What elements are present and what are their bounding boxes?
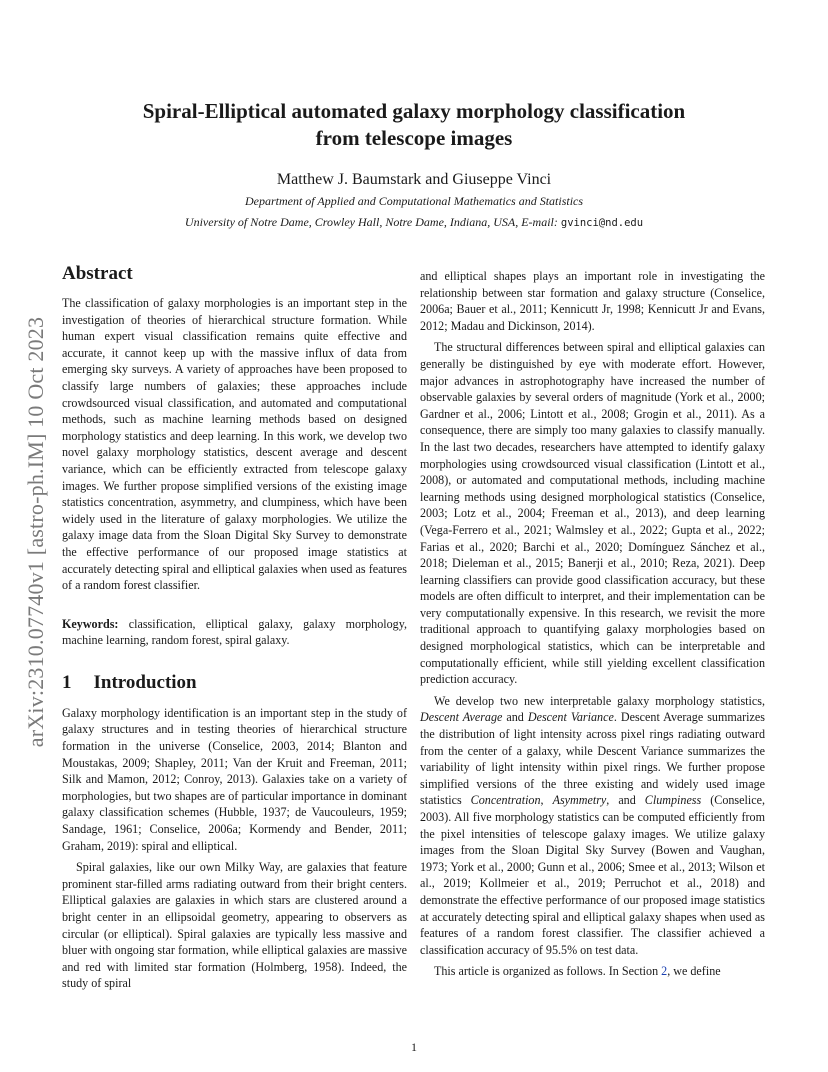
paper-title-line-1: Spiral-Elliptical automated galaxy morphology classification [142, 99, 686, 123]
arxiv-identifier-stamp [22, 263, 50, 801]
term-descent-variance: Descent Variance [527, 710, 614, 725]
p5-text-a: We develop two new interpretable galaxy morphology statistics, [434, 693, 765, 708]
p5-text-b: . Descent Average summarizes the distribution of light intensity across pixel rings radiating outward from the center of a galaxy, while Descent Variance summarizes the variability of light intensity within pixel rings. We further propose simplified versions of the three existing and widely used image statistics [420, 710, 765, 808]
intro-paragraph-3: and elliptical shapes plays an important role in investigating the relationship between star formation and galaxy structure (Conselice, 2006a; Bauer et al., 2011; Kennicutt Jr, 1998; Kennicutt Jr and Evans, 2012; Madau and Dickinson, 2014). [420, 269, 765, 333]
p6-text-a: This article is organized as follows. In Section [434, 964, 659, 979]
term-concentration: Concentration [470, 793, 541, 808]
intro-paragraph-2: Spiral galaxies, like our own Milky Way, are galaxies that feature prominent star-filled arms radiating outward from their bright centers. Elliptical galaxies are galaxies in which stars are clustered around a bright center in an ellipsoidal geometry, appearing to observers as circular (or elliptical). Spiral galaxies are typically less massive and bluer with ongoing star formation, while elliptical galaxies are massive and red with limited star formation (Holmberg, 1958). Indeed, the study of spiral [62, 860, 407, 991]
paper-title-line-2: from telescope images [315, 126, 513, 150]
term-descent-average: Descent Average [420, 710, 503, 725]
right-column [420, 268, 765, 980]
p5-and-1: and [506, 710, 524, 725]
p6-text-b: , we define [667, 964, 721, 979]
section-2-link[interactable]: 2 [661, 964, 668, 979]
contact-email: gvinci@nd.edu [560, 217, 644, 229]
term-clumpiness: Clumpiness [644, 793, 702, 808]
intro-paragraph-6 [420, 963, 765, 980]
keywords-label: Keywords: [62, 616, 119, 631]
section-title: Introduction [93, 671, 197, 693]
abstract-text: The classification of galaxy morphologies is an important step in the investigation of theories of hierarchical structure formation. While human expert visual classification remains quite effective and accurate, it cannot keep up with the massive influx of data from emerging sky surveys. A variety of approaches have been proposed to classify large numbers of galaxies; these approaches include crowdsourced visual classification, and automated and computational methods, such as machine learning methods based on designed morphology statistics and deep learning. In this work, we develop two novel galaxy morphology statistics, descent average and descent variance, which can be efficiently extracted from telescope galaxy images. We further propose simplified versions of the existing image statistics concentration, asymmetry, and clumpiness, which have been widely used in the literature of galaxy morphologies. We utilize the galaxy image data from the Sloan Digital Sky Survey to demonstrate the effective performance of our proposed image statistics at accurately detecting spiral and elliptical galaxies when used as features of a random forest classifier. [62, 296, 407, 593]
author-list: Matthew J. Baumstark and Giuseppe Vinci [276, 171, 552, 188]
affiliation-address-text: University of Notre Dame, Crowley Hall, Notre Dame, Indiana, USA, E-mail: [184, 215, 558, 229]
p5-comma: , [540, 793, 544, 808]
keywords-text: classification, elliptical galaxy, galaxy morphology, machine learning, random forest, spiral galaxy. [62, 616, 407, 648]
section-heading-introduction [62, 671, 407, 695]
affiliation-department: Department of Applied and Computational Mathematics and Statistics [244, 194, 584, 208]
affiliation-address [60, 215, 768, 230]
paper-title [60, 98, 768, 152]
intro-paragraph-1: Galaxy morphology identification is an important step in the study of galaxy structures and in testing theories of hierarchical structure formation in the universe (Conselice, 2003, 2014; Blanton and Moustakas, 2009; Shapley, 2011; Van der Kruit and Freeman, 2011; Silk and Mamon, 2012; Conroy, 2013). Galaxies take on a variety of morphologies, but two shapes are of particular importance in dominant galaxy classification schemes (Hubble, 1937; de Vaucouleurs, 1959; Sandage, 1961; Conselice, 2006a; Kormendy and Bender, 2011; Graham, 2019): spiral and elliptical. [62, 705, 407, 853]
p5-and-2: , and [606, 793, 636, 808]
abstract-heading: Abstract [62, 263, 133, 284]
arxiv-identifier-text: arXiv:2310.07740v1 [astro-ph.IM] 10 Oct 2023 [23, 316, 48, 748]
term-asymmetry: Asymmetry [552, 793, 607, 808]
p5-text-c: (Conselice, 2003). All five morphology statistics can be computed efficiently from the pixel intensities of telescope galaxy images. We utilize galaxy images from the Sloan Digital Sky Survey (Bowen and Vaughan, 1973; York et al., 2000; Gunn et al., 2006; Smee et al., 2013; Wilson et al., 2019; Kollmeier et al., 2019; Perruchot et al., 2018) and demonstrate the effective performance of our proposed image statistics at accurately detecting spiral and elliptical galaxy shapes when used as features of a random forest classifier. The classifier achieved a classification accuracy of 95.5% on test data. [420, 793, 765, 957]
intro-paragraph-5 [420, 693, 765, 959]
intro-paragraph-4: The structural differences between spiral and elliptical galaxies can generally be distinguished by eye with moderate effort. However, major advances in astrophotography have increased the number of observable galaxies by several orders of magnitude (York et al., 2000; Gardner et al., 2006; Lintott et al., 2008; Grogin et al., 2011). As a consequence, there are simply too many galaxies to classify manually. In the last two decades, researchers have attempted to identify galaxy morphologies using crowdsourced visual classification (Lintott et al., 2008), or automated and computational methods, including machine learning methods using designed morphological statistics (Conselice, 2003; Lotz et al., 2004; Freeman et al., 2013), and deep learning (Vega-Ferrero et al., 2021; Walmsley et al., 2022; Gupta et al., 2022; Farias et al., 2020; Barchi et al., 2020; Domínguez Sánchez et al., 2018; Dieleman et al., 2015; Banerji et al., 2010; Reza, 2021). Deep learning classifiers can provide good classification accuracy, but these models are often difficult to interpret, and their implementation can be very computationally expensive. In this research, we revisit the more traditional approach to quantifying galaxy morphologies based on designed morphological statistics, which can be interpretable and computationally efficient, while still yielding excellent classification prediction accuracy. [420, 340, 765, 687]
section-number: 1 [62, 671, 72, 693]
page-number: 1 [411, 1040, 417, 1054]
keywords [62, 616, 407, 649]
left-column [62, 262, 407, 992]
